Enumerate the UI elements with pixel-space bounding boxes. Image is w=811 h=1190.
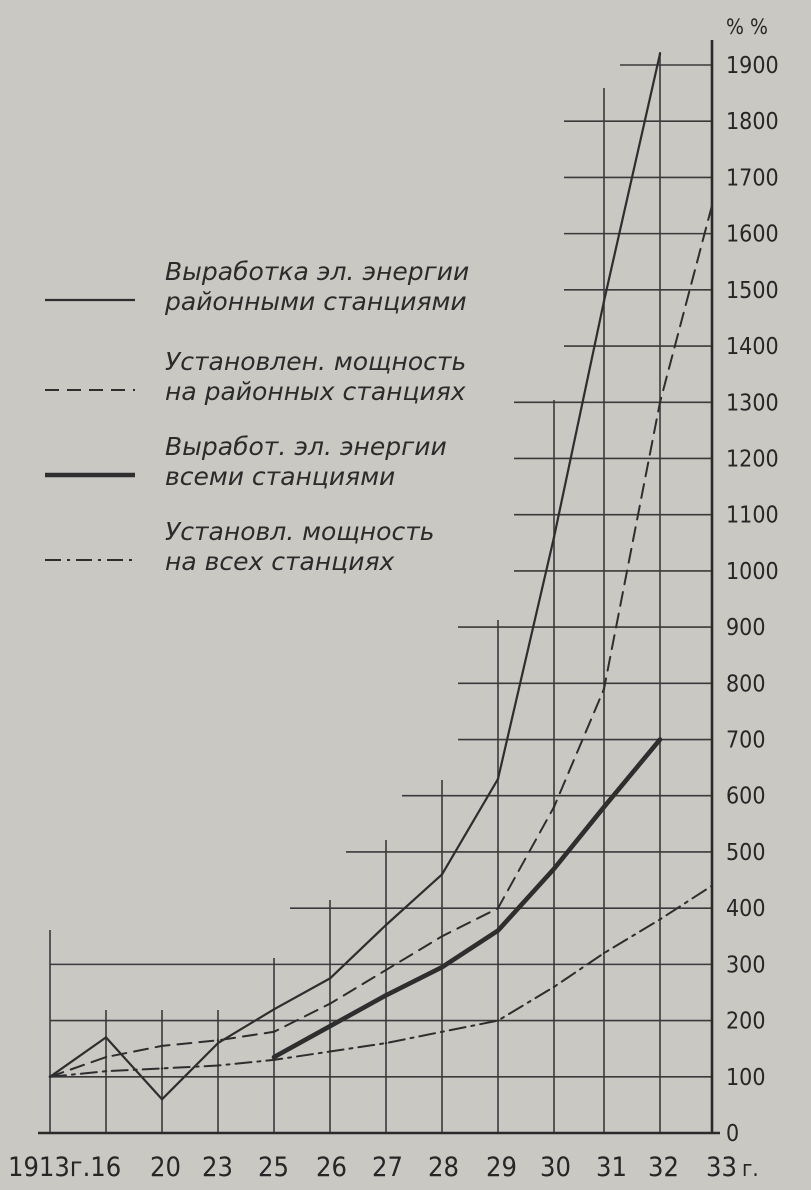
legend-label-3: всеми станциями — [165, 462, 396, 491]
x-suffix-label: г. — [742, 1157, 759, 1182]
data-point — [385, 994, 387, 996]
data-point — [659, 53, 661, 55]
legend — [45, 257, 469, 576]
y-tick-label: 200 — [726, 1008, 766, 1035]
series-line-4 — [50, 886, 712, 1077]
y-tick-label: 1500 — [726, 277, 779, 304]
x-tick-label: 32 — [648, 1152, 679, 1183]
data-point — [603, 300, 605, 302]
x-tick-label: 31 — [596, 1152, 627, 1183]
data-point — [497, 1019, 499, 1021]
data-point — [105, 1056, 107, 1058]
x-tick-label: 23 — [202, 1152, 233, 1183]
data-point — [273, 1059, 275, 1061]
data-point — [385, 969, 387, 971]
legend-label-2: на районных станциях — [165, 377, 466, 406]
y-unit-label: % % — [726, 15, 768, 39]
y-tick-label: 900 — [726, 615, 766, 642]
grid — [50, 40, 712, 1133]
data-point — [329, 1025, 331, 1027]
data-point — [273, 1056, 275, 1058]
legend-label-2: Установлен. мощность — [165, 347, 467, 376]
data-point — [603, 952, 605, 954]
data-point — [497, 929, 499, 931]
y-tick-label: 600 — [726, 783, 766, 810]
x-tick-label: 28 — [428, 1152, 459, 1183]
legend-label-4: Установл. мощность — [165, 517, 435, 546]
series-lines — [49, 53, 713, 1101]
data-point — [553, 868, 555, 870]
legend-label-4: на всех станциях — [165, 547, 395, 576]
y-tick-label: 1900 — [726, 53, 779, 79]
x-axis-ticks — [8, 1152, 759, 1183]
data-point — [441, 966, 443, 968]
data-point — [441, 935, 443, 937]
data-point — [385, 1042, 387, 1044]
y-tick-label: 1700 — [726, 165, 779, 192]
x-tick-label: 30 — [540, 1152, 571, 1183]
data-point — [497, 778, 499, 780]
data-point — [441, 873, 443, 875]
data-point — [105, 1036, 107, 1038]
data-point — [105, 1070, 107, 1072]
data-point — [553, 536, 555, 538]
data-point — [659, 738, 661, 740]
data-point — [659, 401, 661, 403]
data-point — [273, 1008, 275, 1010]
legend-label-1: Выработка эл. энергии — [165, 257, 470, 286]
data-point — [49, 1076, 51, 1078]
series-line-1 — [50, 54, 660, 1100]
data-point — [217, 1039, 219, 1041]
y-tick-label: 1300 — [726, 390, 779, 417]
data-point — [329, 1003, 331, 1005]
y-tick-label: 700 — [726, 727, 766, 754]
x-tick-label: 27 — [372, 1152, 403, 1183]
y-axis-ticks — [726, 15, 779, 1147]
y-tick-label: 1600 — [726, 221, 779, 248]
data-point — [385, 924, 387, 926]
x-tick-label: 25 — [258, 1152, 289, 1183]
axes — [38, 40, 720, 1133]
y-tick-label: 1000 — [726, 558, 779, 585]
data-point — [217, 1042, 219, 1044]
x-tick-label: 1913г.16 — [8, 1152, 122, 1183]
legend-label-3: Выработ. эл. энергии — [165, 432, 447, 461]
y-tick-label: 100 — [726, 1064, 766, 1091]
y-tick-label: 800 — [726, 671, 766, 698]
data-point — [441, 1031, 443, 1033]
y-tick-label: 1800 — [726, 109, 779, 136]
y-tick-label: 1400 — [726, 334, 779, 361]
data-point — [497, 907, 499, 909]
data-point — [217, 1064, 219, 1066]
data-point — [161, 1098, 163, 1100]
data-point — [603, 688, 605, 690]
legend-label-1: районными станциями — [165, 287, 467, 316]
series-line-2 — [50, 206, 712, 1077]
data-point — [329, 1050, 331, 1052]
data-point — [161, 1045, 163, 1047]
y-tick-label: 400 — [726, 896, 766, 923]
data-point — [553, 806, 555, 808]
data-point — [273, 1031, 275, 1033]
data-point — [711, 204, 713, 206]
data-point — [603, 806, 605, 808]
data-point — [659, 918, 661, 920]
y-tick-label: 300 — [726, 952, 766, 979]
y-tick-label: 1100 — [726, 502, 779, 529]
data-point — [329, 977, 331, 979]
y-tick-label: 0 — [726, 1121, 740, 1147]
x-tick-label: 20 — [150, 1152, 181, 1183]
x-tick-label: 33 — [706, 1152, 737, 1183]
x-tick-label: 29 — [486, 1152, 517, 1183]
x-tick-label: 26 — [316, 1152, 347, 1183]
data-point — [161, 1067, 163, 1069]
y-tick-label: 1200 — [726, 446, 779, 473]
data-point — [553, 986, 555, 988]
y-tick-label: 500 — [726, 839, 766, 866]
series-line-3 — [274, 740, 660, 1058]
data-point — [711, 885, 713, 887]
